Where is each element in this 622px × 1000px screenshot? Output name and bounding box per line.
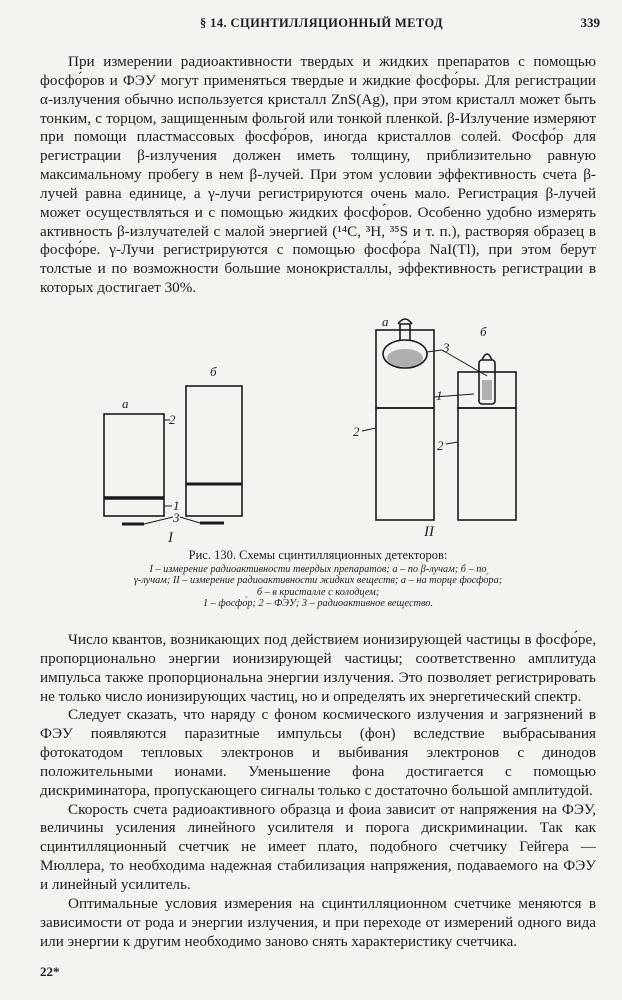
legend-line: I – измерение радиоактивности твердых препаратов; а – по β-лучам; б – по <box>149 564 487 575</box>
label-1-II: 1 <box>436 388 443 403</box>
stopper-IIb <box>482 354 492 360</box>
paragraph: При измерении радиоактивности твердых и жидких препаратов с помощью фосфо́ров и ФЭУ могут применяться твердые и жидкие фосфо́ры. Для регистрации α-излучения обычно используется кристалл ZnS(Ag), при этом кристалл может быть тонким, с торцом, защищенным фольгой или тонкой пленкой. β-Излучение измеряют при помощи пластмассовых фосфо́ров, иногда кристаллов солей. Фосфо́р для регистрации β-излучения должен иметь толщину, приблизительно равную максимальному пробегу в нем β-лучей. При этом условии эффективность счета β-лучей равна единице, а γ-лучи регистрируются очень мало. Регистрация β-лучей может осуществляться и с помощью жидких фосфо́ров. Особенно удобно измерять активность β-излучателей с малой энергией (¹⁴C, ³H, ³⁵S и т. п.), растворяя образец в фосфо́ре. γ-Лучи регистрируются с помощью фосфо́ра NaI(Tl), при этом берут толстые и по возможности большие монокристаллы, эффективность регистрации в которых достигает 30%. <box>40 53 596 297</box>
label-3-I: 3 <box>173 510 180 525</box>
paragraph-intro <box>40 53 596 298</box>
running-title: § 14. СЦИНТИЛЛЯЦИОННЫЙ МЕТОД <box>200 16 443 30</box>
signature-mark: 22* <box>40 964 60 979</box>
pmt-Ib <box>186 386 242 516</box>
figure-legend <box>40 564 596 609</box>
pmt-Ia <box>104 414 164 516</box>
detector-diagram <box>40 296 596 546</box>
label-1-I: 1 <box>173 498 180 513</box>
label-2b-II: 2 <box>437 438 444 453</box>
paragraph: Следует сказать, что наряду с фоном космического излучения и загрязнений в ФЭУ появляются паразитные импульсы (фон) вследствие выбрасывания фотокатодом тепловых электронов и выбивания электронов с динодов положительными ионами. Уменьшение фона достигается с помощью дискриминатора, пропускающего сигналы только с достаточно большой амплитудой. <box>40 706 596 799</box>
label-3-II: 3 <box>443 340 450 355</box>
label-b-I: б <box>210 364 217 379</box>
pmt-IIb <box>458 408 516 520</box>
pmt-IIa <box>376 408 434 520</box>
label-2-I: 2 <box>169 412 176 427</box>
label-b-II: б <box>480 324 487 339</box>
lower-text <box>40 631 596 951</box>
figure-caption-title: Рис. 130. Схемы сцинтилляционных детекторов: <box>188 548 448 562</box>
label-a-II: а <box>382 314 389 329</box>
paragraph: Скорость счета радиоактивного образца и фоиа зависит от напряжения на ФЭУ, величины усиления линейного усилителя и порога дискриминации. Так как сцинтилляционный счетчик не имеет плато, подобного счетчику Гейгера — Мюллера, то необходима надежная стабилизация напряжения, подаваемого на ФЭУ и линейный усилитель. <box>40 800 596 893</box>
label-a-I: а <box>122 396 129 411</box>
page-header <box>60 16 600 34</box>
paragraph: Оптимальные условия измерения на сцинтилляционном счетчике меняются в зависимости от рода и энергии излучения, и при переходе от измерений одного вида или энергии к другим необходимо заново снять характеристику счетчика. <box>40 894 596 950</box>
label-roman-I: I <box>168 530 173 546</box>
flask-neck-IIa <box>400 324 410 340</box>
label-roman-II: II <box>424 524 434 540</box>
page-number: 339 <box>580 15 600 30</box>
label-2a-II: 2 <box>353 424 360 439</box>
legend-line: 1 – фосфо́р; 2 – ФЭУ; 3 – радиоактивное вещество. <box>202 597 434 609</box>
paragraph: Число квантов, возникающих под действием ионизирующей частицы в фосфо́ре, пропорционально энергии ионизирующей частицы; соответственно амплитуда импульса также пропорциональна энергии излучения. Это позволяет регистрировать не только число ионизирующих частиц, но и определять их энергетический спектр. <box>40 631 596 705</box>
figure-130 <box>40 296 596 616</box>
phosphor-IIa <box>376 330 434 408</box>
legend-line: γ-лучам; II – измерение радиоактивности жидких веществ; а – на торце фосфо́ра; <box>133 575 503 587</box>
legend-line: б – в кристалле с колодцем; <box>256 586 380 598</box>
